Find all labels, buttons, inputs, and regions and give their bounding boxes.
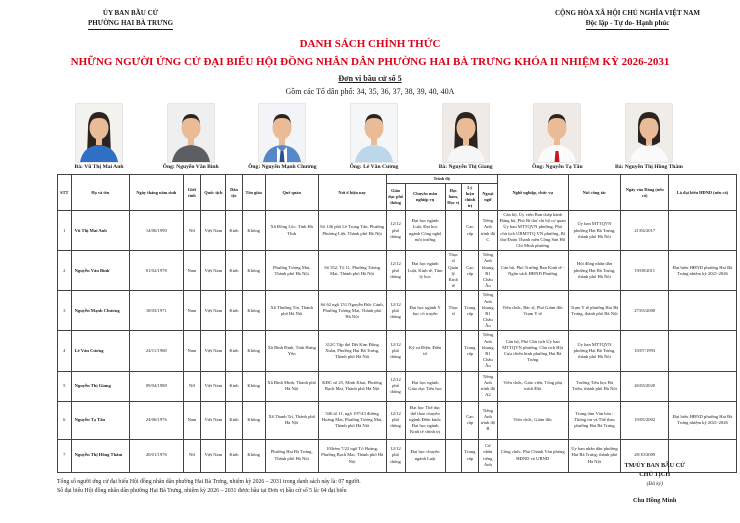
signature-signed-note: (Đã ký) <box>646 480 663 487</box>
cell-edu: 12/12 phổ thông <box>386 331 405 371</box>
cell-workplace: Ủy ban MTTQVN phường Hai Bà Trưng, thành phố Hà Nội <box>568 211 621 251</box>
candidate-photo-strip <box>0 99 740 171</box>
cell-hometown: Xã Bình Minh, Thành phố Hà Nội <box>265 371 318 401</box>
cell-nationality: Việt Nam <box>201 401 226 439</box>
col-header-stt: STT <box>58 175 72 211</box>
cell-party-date: 19/08/2011 <box>621 251 669 291</box>
document-subtitle <box>0 73 740 99</box>
table-row <box>58 331 737 371</box>
table-row <box>58 211 737 251</box>
cell-residence: 546 tổ 11, ngõ 197/43 đường Hoàng Mai, Phường Tương Mai, Thành phố Hà Nội <box>318 401 386 439</box>
cell-ethnicity: Kinh <box>226 251 242 291</box>
cell-hometown: Xã Thường Tín, Thành phố Hà Nội <box>265 291 318 331</box>
cell-degree <box>445 371 461 401</box>
col-header-nationality: Quốc tịch <box>201 175 226 211</box>
cell-religion: Không <box>242 401 265 439</box>
col-header-politics: Lý luận chính trị <box>461 184 478 211</box>
cell-stt: 3 <box>58 291 72 331</box>
issuing-org-block <box>88 8 173 30</box>
cell-politics: Trung cấp <box>461 439 478 472</box>
cell-name: Nguyễn Thị Giang <box>71 371 129 401</box>
candidate-photo <box>626 104 672 162</box>
cell-workplace: Ủy ban MTTQVN phường Hai Bà Trưng, thành phố Hà Nội <box>568 331 621 371</box>
cell-ethnicity: Kinh <box>226 371 242 401</box>
document-title <box>0 36 740 70</box>
candidate-card <box>518 104 596 171</box>
col-header-residence: Nơi ở hiện nay <box>318 175 386 211</box>
cell-nationality: Việt Nam <box>201 439 226 472</box>
candidate-photo-label: Bà: Nguyễn Thị Hồng Thắm <box>615 164 683 171</box>
cell-degree: Thạc sĩ Quản lý Kinh tế <box>445 251 461 291</box>
cell-religion: Không <box>242 371 265 401</box>
cell-language: Tiếng Anh trình độ C <box>478 211 497 251</box>
cell-dob: 01/02/1978 <box>129 251 183 291</box>
cell-name: Nguyễn Mạnh Chương <box>71 291 129 331</box>
cell-stt: 1 <box>58 211 72 251</box>
cell-workplace: Ủy ban nhân dân phường Hai Bà Trưng, thành phố Hà Nội <box>568 439 621 472</box>
cell-workplace: Trạm Y tế phường Hai Bà Trưng, thành phố Hà Nội <box>568 291 621 331</box>
cell-nationality: Việt Nam <box>201 331 226 371</box>
org-line2: PHƯỜNG HAI BÀ TRƯNG <box>88 18 173 30</box>
cell-degree <box>445 401 461 439</box>
table-row <box>58 251 737 291</box>
cell-ethnicity: Kinh <box>226 291 242 331</box>
cell-hometown: Phường Hai Bà Trưng, Thành phố Hà Nội <box>265 439 318 472</box>
table-header <box>58 175 737 211</box>
cell-religion: Không <box>242 291 265 331</box>
cell-qualification: Đại học ngành Giáo dục Tiểu học <box>405 371 445 401</box>
cell-dob: 14/06/1990 <box>129 211 183 251</box>
table-body <box>58 211 737 473</box>
candidate-photo <box>168 104 214 162</box>
cell-edu: 12/12 phổ thông <box>386 371 405 401</box>
table-row <box>58 371 737 401</box>
candidate-photo-label: Bà: Nguyễn Thị Giang <box>438 164 493 171</box>
cell-name: Nguyễn Văn Bình <box>71 251 129 291</box>
col-header-religion: Tôn giáo <box>242 175 265 211</box>
cell-occupation: Cán bộ, Phó Trưởng Ban Kinh tế - Ngân sách HĐND Phường <box>497 251 568 291</box>
cell-dob: 09/04/1988 <box>129 371 183 401</box>
cell-party-date: 27/03/2000 <box>621 291 669 331</box>
cell-qualification: Đại học ngành Y học cổ truyền <box>405 291 445 331</box>
candidate-photo-label: Ông: Nguyễn Mạnh Chương <box>248 164 317 171</box>
signature-name: Chu Hồng Minh <box>633 496 677 504</box>
col-header-ethnicity: Dân tộc <box>226 175 242 211</box>
cell-delegate: Đại biểu HĐND phường Hai Bà Trưng nhiệm kỳ 2021-2026 <box>668 401 736 439</box>
cell-dob: 20/01/1976 <box>129 439 183 472</box>
candidate-card <box>243 104 321 171</box>
footer-line1: Tổng số người ứng cử đại biểu Hội đồng nhân dân phường Hai Bà Trưng, nhiệm kỳ 2026 – 2031 trong danh sách này là: 07 người. <box>57 478 361 485</box>
col-header-dob: Ngày tháng năm sinh <box>129 175 183 211</box>
candidate-photo <box>351 104 397 162</box>
cell-name: Nguyễn Tạ Tấn <box>71 401 129 439</box>
candidate-photo-label: Ông: Nguyễn Tạ Tấn <box>531 164 583 171</box>
col-header-workplace: Nơi công tác <box>568 175 621 211</box>
cell-nationality: Việt Nam <box>201 371 226 401</box>
candidate-photo <box>76 104 122 162</box>
cell-party-date: 19/05/2002 <box>621 401 669 439</box>
candidate-photo <box>534 104 580 162</box>
cell-delegate <box>668 371 736 401</box>
cell-edu: 12/12 phổ thông <box>386 401 405 439</box>
cell-qualification: Kỹ sư Điện, Điện tử <box>405 331 445 371</box>
col-header-gender: Giới tính <box>183 175 201 211</box>
cell-occupation: Cán bộ, Ủy viên Ban chấp hành Đảng bộ, Phó Bí thư chi bộ cơ quan Ủy ban MTTQVN phường, Phó chủ tịch UBMTTQ VN phường, Bí thư Đoàn Thanh niên Cộng Sản Hồ Chí Minh phường <box>497 211 568 251</box>
subtitle-unit: Đơn vị bầu cử số 5 <box>338 74 402 84</box>
cell-name: Lê Văn Cương <box>71 331 129 371</box>
footer-line2: Số đại biểu Hội đồng nhân dân phường Hai Bà Trưng, nhiệm kỳ 2026 – 2031 được bầu tại Đơn vị bầu cử số 5 là: 04 đại biểu <box>57 488 347 495</box>
cell-residence: 312C Tập thể Dệt Kim Đông Xuân, Phường Hai Bà Trưng, Thành phố Hà Nội <box>318 331 386 371</box>
cell-politics: Trung cấp <box>461 331 478 371</box>
cell-politics: Cao cấp <box>461 251 478 291</box>
cell-qualification: Đại học Thể dục thể thao chuyên ngành Điền kinh; Đại học ngành Kinh tế chính trị <box>405 401 445 439</box>
cell-gender: Nữ <box>183 439 201 472</box>
cell-stt: 5 <box>58 371 72 401</box>
cell-delegate <box>668 331 736 371</box>
cell-edu: 12/12 phổ thông <box>386 291 405 331</box>
cell-occupation: Công chức, Phó Chánh Văn phòng HĐND và UBND <box>497 439 568 472</box>
cell-delegate <box>668 211 736 251</box>
candidate-card <box>610 104 688 171</box>
cell-gender: Nam <box>183 331 201 371</box>
cell-gender: Nữ <box>183 211 201 251</box>
candidate-card <box>335 104 413 171</box>
cell-occupation: Viên chức, Giám đốc <box>497 401 568 439</box>
col-header-name: Họ và tên <box>71 175 129 211</box>
cell-stt: 2 <box>58 251 72 291</box>
cell-workplace: Trung tâm Văn hóa - Thông tin và Thể thao phường Hai Bà Trưng <box>568 401 621 439</box>
cell-party-date: 28/10/2009 <box>621 439 669 472</box>
cell-occupation: Viên chức, Bác sĩ, Phó Giám đốc Trạm Y tế <box>497 291 568 331</box>
cell-degree <box>445 331 461 371</box>
title-line1: DANH SÁCH CHÍNH THỨC <box>299 38 441 51</box>
cell-religion: Không <box>242 439 265 472</box>
col-header-delegate: Là đại biểu HĐND (nếu có) <box>668 175 736 211</box>
cell-residence: KĐC số 25, Minh Khai, Phường Bạch Mai, Thành phố Hà Nội <box>318 371 386 401</box>
col-header-hometown: Quê quán <box>265 175 318 211</box>
cell-religion: Không <box>242 251 265 291</box>
national-motto-block <box>555 8 700 30</box>
cell-politics: Cao cấp <box>461 401 478 439</box>
cell-hometown: Phường Tương Mai, Thành phố Hà Nội <box>265 251 318 291</box>
cell-stt: 6 <box>58 401 72 439</box>
cell-hometown: Xã Thanh Trì, Thành phố Hà Nội <box>265 401 318 439</box>
col-header-party-date: Ngày vào Đảng (nếu có) <box>621 175 669 211</box>
cell-party-date: 26/03/2020 <box>621 371 669 401</box>
cell-language: Tiếng Anh trình độ B <box>478 401 497 439</box>
cell-gender: Nam <box>183 291 201 331</box>
cell-nationality: Việt Nam <box>201 251 226 291</box>
candidate-photo-label: Ông: Lê Văn Cương <box>349 164 399 171</box>
cell-name: Nguyễn Thị Hồng Thắm <box>71 439 129 472</box>
cell-religion: Không <box>242 211 265 251</box>
col-header-group-trinh-do: Trình độ <box>386 175 497 184</box>
cell-dob: 24/11/1968 <box>129 331 183 371</box>
cell-nationality: Việt Nam <box>201 291 226 331</box>
cell-degree <box>445 211 461 251</box>
cell-workplace: Trường Tiểu học Bà Triệu, thành phố Hà Nội <box>568 371 621 401</box>
table-row <box>58 401 737 439</box>
cell-residence: 10/hẻm 7/22 ngõ Tô Hoàng, Phường Bạch Mai, Thành phố Hà Nội <box>318 439 386 472</box>
signature-block <box>624 461 685 505</box>
cell-language: Tiếng Anh khung B1 Châu Âu <box>478 251 497 291</box>
org-line1: ỦY BAN BẦU CỬ <box>102 9 159 17</box>
cell-gender: Nữ <box>183 371 201 401</box>
col-header-qualification: Chuyên môn nghiệp vụ <box>405 184 445 211</box>
candidate-table-wrap <box>0 170 740 472</box>
cell-residence: Số 146 phố Lê Trọng Tấn, Phường Phương Liệt, Thành phố Hà Nội <box>318 211 386 251</box>
cell-edu: 12/12 phổ thông <box>386 251 405 291</box>
candidate-card <box>152 104 230 171</box>
nation-line1: CỘNG HÒA XÃ HỘI CHỦ NGHĨA VIỆT NAM <box>554 9 700 17</box>
cell-ethnicity: Kinh <box>226 331 242 371</box>
cell-stt: 4 <box>58 331 72 371</box>
col-header-language: Ngoại ngữ <box>478 184 497 211</box>
signature-role: CHỦ TỊCH <box>639 471 671 479</box>
cell-delegate: Đại biểu HĐND phường Hai Bà Trưng nhiệm kỳ 2021-2026 <box>668 251 736 291</box>
cell-qualification: Đại học chuyên ngành Luật <box>405 439 445 472</box>
cell-occupation: Cán bộ, Phó Chủ tịch Ủy ban MTTQVN phường, Chủ tịch Hội Cựu chiến binh phường Hai Bà Trưng <box>497 331 568 371</box>
signature-org: TM/ỦY BAN BẦU CỬ <box>624 462 685 469</box>
cell-language: Tiếng Anh khung B1 Châu Âu <box>478 291 497 331</box>
cell-qualification: Đại học ngành Luật, Kinh tế, Tâm lý học <box>405 251 445 291</box>
cell-edu: 12/12 phổ thông <box>386 211 405 251</box>
cell-degree <box>445 439 461 472</box>
cell-workplace: Hội đồng nhân dân phường Hai Bà Trưng, thành phố Hà Nội <box>568 251 621 291</box>
title-line2: NHỮNG NGƯỜI ỨNG CỬ ĐẠI BIỂU HỘI ĐỒNG NHÂN DÂN PHƯỜNG HAI BÀ TRƯNG KHÓA II NHIỆM KỲ 2026-2031 <box>70 55 670 68</box>
cell-language: Tiếng Anh khung B1 Châu Âu <box>478 331 497 371</box>
cell-politics: Trung cấp <box>461 291 478 331</box>
cell-party-date: 10/07/1993 <box>621 331 669 371</box>
cell-ethnicity: Kinh <box>226 439 242 472</box>
cell-hometown: Xã Bình Định, Tỉnh Hưng Yên <box>265 331 318 371</box>
cell-gender: Nam <box>183 251 201 291</box>
nation-line2: Độc lập - Tự do- Hạnh phúc <box>586 18 670 30</box>
cell-politics: Cao cấp <box>461 211 478 251</box>
candidate-photo <box>259 104 305 162</box>
cell-stt: 7 <box>58 439 72 472</box>
cell-name: Vũ Thị Mai Anh <box>71 211 129 251</box>
cell-party-date: 21/04/2017 <box>621 211 669 251</box>
document-header <box>0 0 740 30</box>
col-header-edu: Giáo dục phổ thông <box>386 184 405 211</box>
cell-degree: Thạc sĩ <box>445 291 461 331</box>
cell-ethnicity: Kinh <box>226 211 242 251</box>
cell-dob: 18/03/1971 <box>129 291 183 331</box>
cell-politics <box>461 371 478 401</box>
cell-residence: Số 552, Tổ 11, Phường Tương Mai, Thành phố Hà Nội <box>318 251 386 291</box>
candidate-photo-label: Bà: Vũ Thị Mai Anh <box>74 164 124 171</box>
cell-religion: Không <box>242 331 265 371</box>
cell-delegate <box>668 291 736 331</box>
cell-hometown: Xã Đồng Lộc, Tỉnh Hà Tĩnh <box>265 211 318 251</box>
cell-occupation: Viên chức, Giáo viên, Tổng phụ trách Đội <box>497 371 568 401</box>
candidate-card <box>427 104 505 171</box>
cell-residence: Số 62 ngõ 151 Nguyễn Đức Cảnh, Phường Tương Mai, Thành phố Hà Nội <box>318 291 386 331</box>
cell-language: Cử nhân tiếng Anh <box>478 439 497 472</box>
candidate-card <box>60 104 138 171</box>
cell-nationality: Việt Nam <box>201 211 226 251</box>
cell-gender: Nam <box>183 401 201 439</box>
cell-edu: 12/12 phổ thông <box>386 439 405 472</box>
cell-dob: 24/06/1976 <box>129 401 183 439</box>
candidate-photo <box>443 104 489 162</box>
cell-language: Tiếng Anh trình độ A2 <box>478 371 497 401</box>
cell-qualification: Đại học ngành Luật, Đại học ngành Công nghệ môi trường <box>405 211 445 251</box>
subtitle-groups: Gồm các Tổ dân phố: 34, 35, 36, 37, 38, 39, 40, 40A <box>285 87 455 97</box>
cell-ethnicity: Kinh <box>226 401 242 439</box>
col-header-degree: Học hàm, Học vị <box>445 184 461 211</box>
candidate-photo-label: Ông: Nguyễn Văn Bình <box>162 164 219 171</box>
candidate-table <box>57 174 737 472</box>
col-header-occupation: Nghề nghiệp, chức vụ <box>497 175 568 211</box>
table-row <box>58 291 737 331</box>
